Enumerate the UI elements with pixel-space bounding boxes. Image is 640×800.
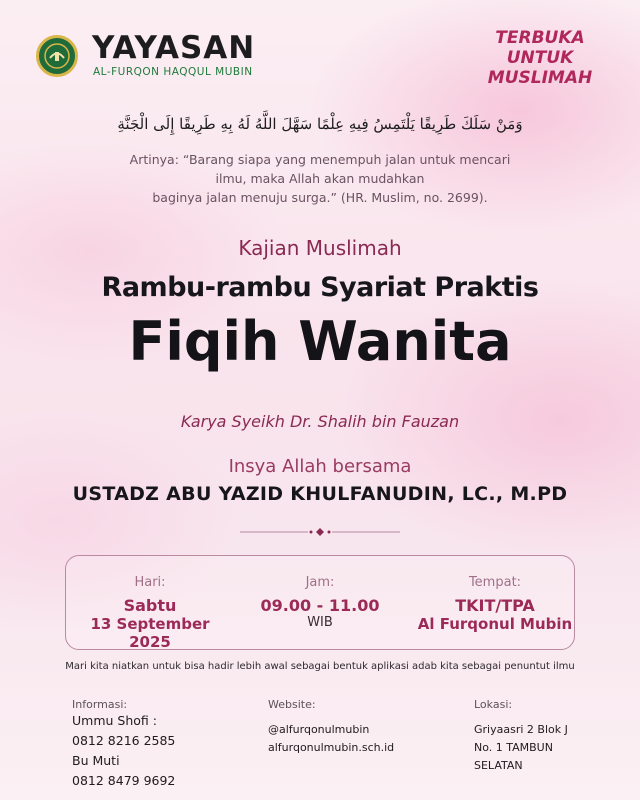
brand-subtitle: AL-FURQON HAQQUL MUBIN — [93, 66, 253, 78]
location-line: No. 1 TAMBUN — [474, 741, 553, 754]
brand-name: YAYASAN — [92, 30, 256, 66]
website-label: Website: — [268, 698, 316, 711]
location-info — [474, 698, 568, 775]
event-subtitle: Rambu-rambu Syariat Praktis — [101, 272, 539, 303]
contact-name: Ummu Shofi : — [72, 713, 157, 728]
speaker-intro: Insya Allah bersama — [228, 456, 412, 477]
social-handle-link[interactable]: @alfurqonulmubin — [268, 723, 370, 736]
hadith-arabic: وَمَنْ سَلَكَ طَرِيقًا يَلْتَمِسُ فِيهِ عِلْمًا سَهَّلَ اللَّهُ لَهُ بِهِ طَرِيقًا إِلَى الْجَنَّةِ — [117, 115, 523, 133]
location-line: Griyaasri 2 Blok J — [474, 723, 568, 736]
location-line: SELATAN — [474, 759, 523, 772]
speaker-name: USTADZ ABU YAZID KHULFANUDIN, LC., M.PD — [72, 483, 568, 505]
website-link[interactable]: alfurqonulmubin.sch.id — [268, 741, 395, 754]
translation-line: ilmu, maka Allah akan mudahkan — [215, 171, 425, 186]
foundation-logo — [36, 35, 78, 77]
event-title: Fiqih Wanita — [128, 310, 512, 373]
day-value: Sabtu — [123, 596, 177, 615]
location-label: Lokasi: — [474, 698, 513, 711]
contact-phone[interactable]: 0812 8479 9692 — [72, 773, 176, 788]
day-column — [70, 575, 230, 651]
contact-info — [72, 698, 175, 791]
open-label-line: TERBUKA — [495, 28, 585, 48]
time-column — [240, 575, 400, 630]
place-label: Tempat: — [468, 575, 522, 590]
day-label: Hari: — [134, 575, 166, 590]
open-label-line: UNTUK — [506, 48, 574, 68]
event-category: Kajian Muslimah — [238, 236, 402, 260]
book-author: Karya Syeikh Dr. Shalih bin Fauzan — [180, 412, 460, 431]
translation-line: baginya jalan menuju surga.” (HR. Muslim, no. 2699). — [152, 190, 488, 205]
attendance-note: Mari kita niatkan untuk bisa hadir lebih awal sebagai bentuk aplikasi adab kita sebagai penuntut ilmu — [65, 661, 575, 672]
open-for-muslimah-label — [470, 28, 610, 88]
date-value: 13 September 2025 — [90, 615, 210, 651]
place-value-line2: Al Furqonul Mubin — [417, 615, 573, 633]
logo-emblem-icon — [42, 41, 72, 71]
translation-line: Artinya: “Barang siapa yang menempuh jalan untuk mencari — [129, 152, 511, 167]
place-column — [410, 575, 580, 633]
contact-name: Bu Muti — [72, 753, 120, 768]
open-label-line: MUSLIMAH — [487, 68, 593, 88]
hadith-translation — [90, 150, 550, 207]
website-info — [268, 698, 394, 757]
timezone-value: WIB — [307, 615, 333, 630]
contact-label: Informasi: — [72, 698, 128, 711]
place-value-line1: TKIT/TPA — [455, 596, 535, 615]
contact-phone[interactable]: 0812 8216 2585 — [72, 733, 176, 748]
time-value: 09.00 - 11.00 — [260, 596, 380, 615]
time-label: Jam: — [305, 575, 335, 590]
ornament-divider — [240, 528, 400, 536]
